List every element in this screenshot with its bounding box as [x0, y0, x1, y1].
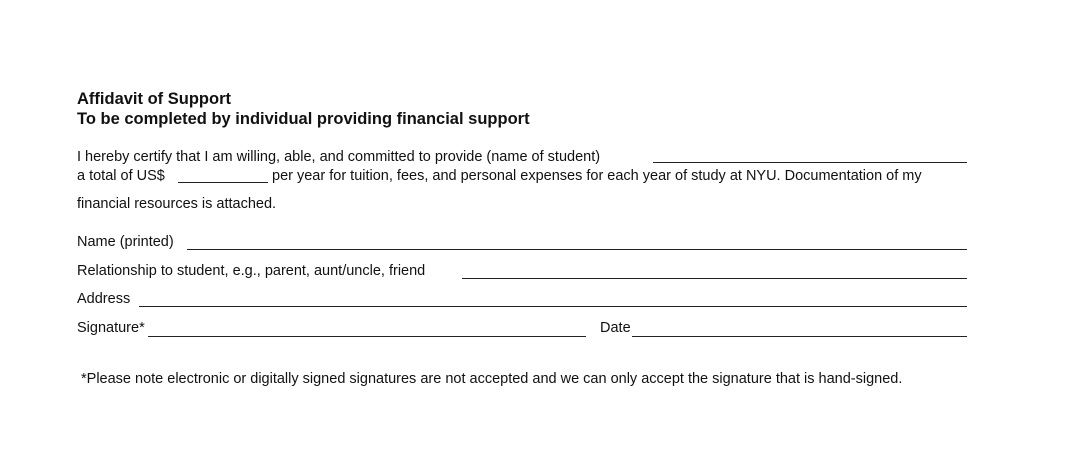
certify-text: I hereby certify that I am willing, able, and committed to provide (name of student): [77, 149, 601, 165]
address-line[interactable]: [139, 306, 967, 307]
amount-suffix-text: per year for tuition, fees, and personal expenses for each year of study at NYU. Documentation of my: [272, 168, 922, 184]
student-name-line[interactable]: [653, 162, 967, 163]
document-subtitle: To be completed by individual providing financial support: [77, 110, 530, 128]
date-label: Date: [600, 320, 631, 336]
resources-text: financial resources is attached.: [77, 196, 277, 212]
date-line[interactable]: [632, 336, 967, 337]
amount-prefix-text: a total of US$: [77, 168, 165, 184]
relationship-line[interactable]: [462, 278, 967, 279]
amount-line[interactable]: [178, 182, 268, 183]
relationship-label: Relationship to student, e.g., parent, aunt/uncle, friend: [77, 263, 426, 279]
name-printed-line[interactable]: [187, 249, 967, 250]
name-printed-label: Name (printed): [77, 234, 174, 250]
signature-label: Signature*: [77, 320, 145, 336]
address-label: Address: [77, 291, 131, 307]
signature-line[interactable]: [148, 336, 586, 337]
document-title: Affidavit of Support: [77, 90, 231, 108]
signature-note: *Please note electronic or digitally signed signatures are not accepted and we can only accept the signature that is hand-signed.: [81, 371, 903, 387]
